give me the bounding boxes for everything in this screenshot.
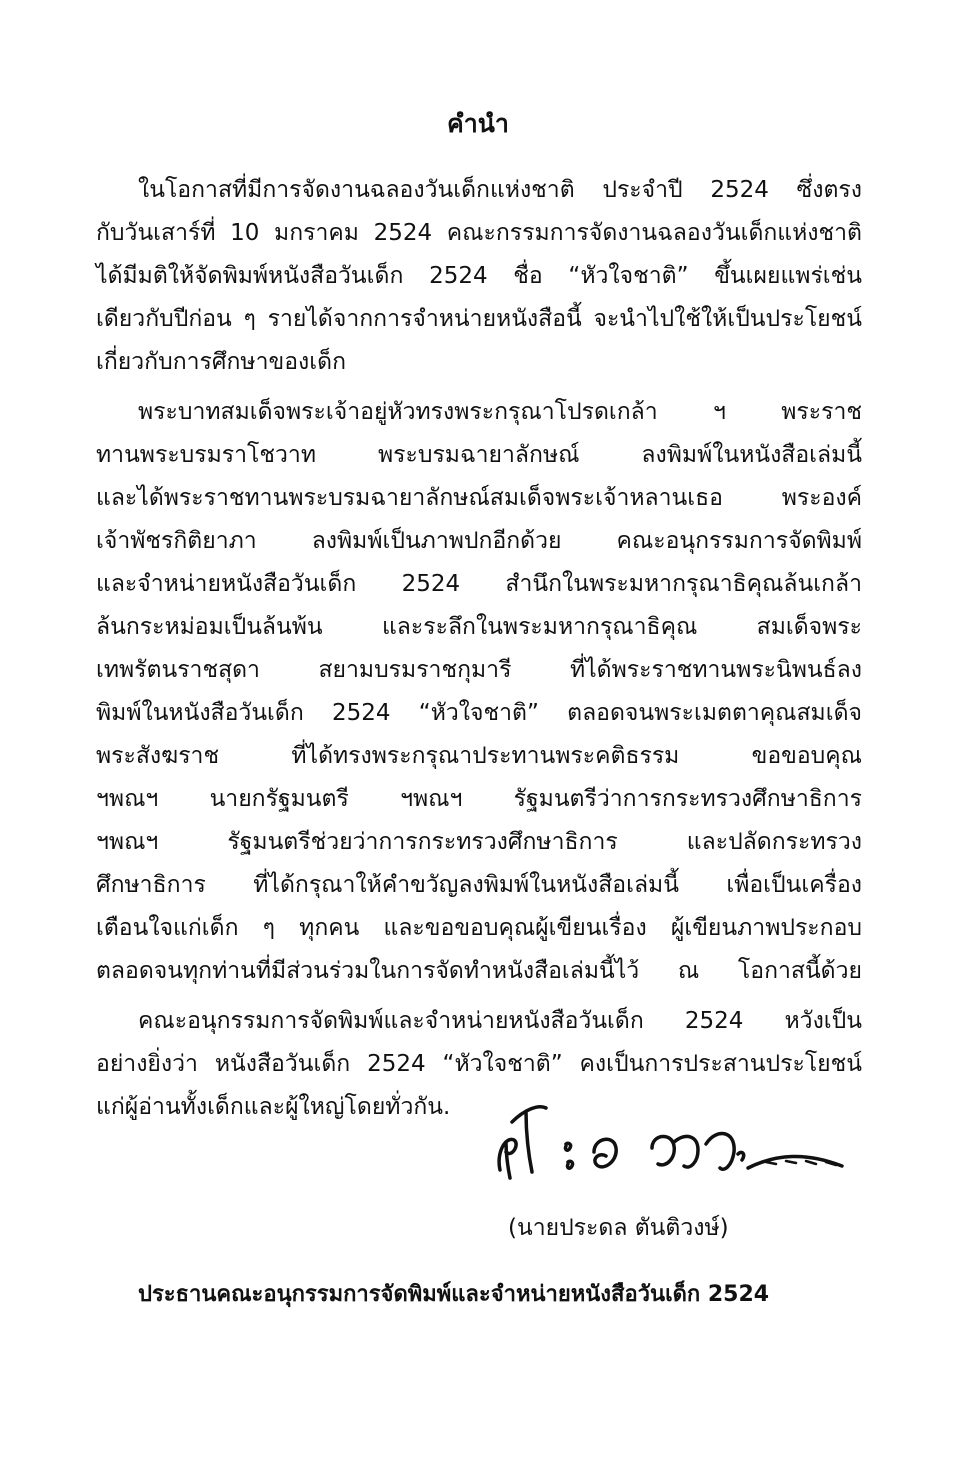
text-line: พระบาทสมเด็จพระเจ้าอยู่หัวทรงพระกรุณาโปรดเกล้า ฯ พระราช: [138, 399, 862, 425]
text-line: กับวันเสาร์ที่ 10 มกราคม 2524 คณะกรรมการจัดงานฉลองวันเด็กแห่งชาติ: [96, 220, 862, 246]
page-title: คำนำ: [447, 109, 509, 138]
text-line: เดียวกับปีก่อน ๆ รายได้จากการจำหน่ายหนังสือนี้ จะนำไปใช้ให้เป็นประโยชน์: [96, 306, 862, 332]
text-line: ฯพณฯ นายกรัฐมนตรี ฯพณฯ รัฐมนตรีว่าการกระทรวงศึกษาธิการ: [96, 786, 862, 812]
text-line: เทพรัตนราชสุดา สยามบรมราชกุมารี ที่ได้พระราชทานพระนิพนธ์ลง: [96, 657, 862, 683]
handwritten-signature: [476, 1092, 846, 1192]
text-line: ล้นกระหม่อมเป็นล้นพ้น และระลึกในพระมหากรุณาธิคุณ สมเด็จพระ: [96, 614, 862, 640]
signer-position: ประธานคณะอนุกรรมการจัดพิมพ์และจำหน่ายหนังสือวันเด็ก 2524: [138, 1282, 770, 1307]
text-line: ศึกษาธิการ ที่ได้กรุณาให้คำขวัญลงพิมพ์ในหนังสือเล่มนี้ เพื่อเป็นเครื่อง: [96, 872, 862, 898]
text-line: เกี่ยวกับการศึกษาของเด็ก: [96, 349, 346, 375]
text-line: ตลอดจนทุกท่านที่มีส่วนร่วมในการจัดทำหนังสือเล่มนี้ไว้ ณ โอกาสนี้ด้วย: [96, 958, 862, 984]
text-line: คณะอนุกรรมการจัดพิมพ์และจำหน่ายหนังสือวันเด็ก 2524 หวังเป็น: [138, 1008, 862, 1034]
text-line: พระสังฆราช ที่ได้ทรงพระกรุณาประทานพระคติธรรม ขอขอบคุณ: [96, 743, 862, 769]
text-line: เจ้าพัชรกิติยาภา ลงพิมพ์เป็นภาพปกอีกด้วย คณะอนุกรรมการจัดพิมพ์: [96, 528, 862, 554]
text-line: ได้มีมติให้จัดพิมพ์หนังสือวันเด็ก 2524 ชื่อ “หัวใจชาติ” ขึ้นเผยแพร่เช่น: [96, 263, 862, 289]
text-line: ฯพณฯ รัฐมนตรีช่วยว่าการกระทรวงศึกษาธิการ และปลัดกระทรวง: [96, 829, 862, 855]
text-line: อย่างยิ่งว่า หนังสือวันเด็ก 2524 “หัวใจชาติ” คงเป็นการประสานประโยชน์: [96, 1051, 862, 1077]
text-line: ทานพระบรมราโชวาท พระบรมฉายาลักษณ์ ลงพิมพ์ในหนังสือเล่มนี้: [96, 442, 862, 468]
signer-name: (นายประดล ตันติวงษ์): [508, 1215, 729, 1241]
text-line: ในโอกาสที่มีการจัดงานฉลองวันเด็กแห่งชาติ ประจำปี 2524 ซึ่งตรง: [138, 177, 862, 203]
text-line: และจำหน่ายหนังสือวันเด็ก 2524 สำนึกในพระมหากรุณาธิคุณล้นเกล้า: [96, 571, 862, 597]
text-line: และได้พระราชทานพระบรมฉายาลักษณ์สมเด็จพระเจ้าหลานเธอ พระองค์: [96, 485, 862, 511]
text-line: แก่ผู้อ่านทั้งเด็กและผู้ใหญ่โดยทั่วกัน.: [96, 1094, 451, 1120]
text-line: พิมพ์ในหนังสือวันเด็ก 2524 “หัวใจชาติ” ตลอดจนพระเมตตาคุณสมเด็จ: [96, 700, 862, 726]
text-line: เตือนใจแก่เด็ก ๆ ทุกคน และขอขอบคุณผู้เขียนเรื่อง ผู้เขียนภาพประกอบ: [96, 915, 862, 941]
